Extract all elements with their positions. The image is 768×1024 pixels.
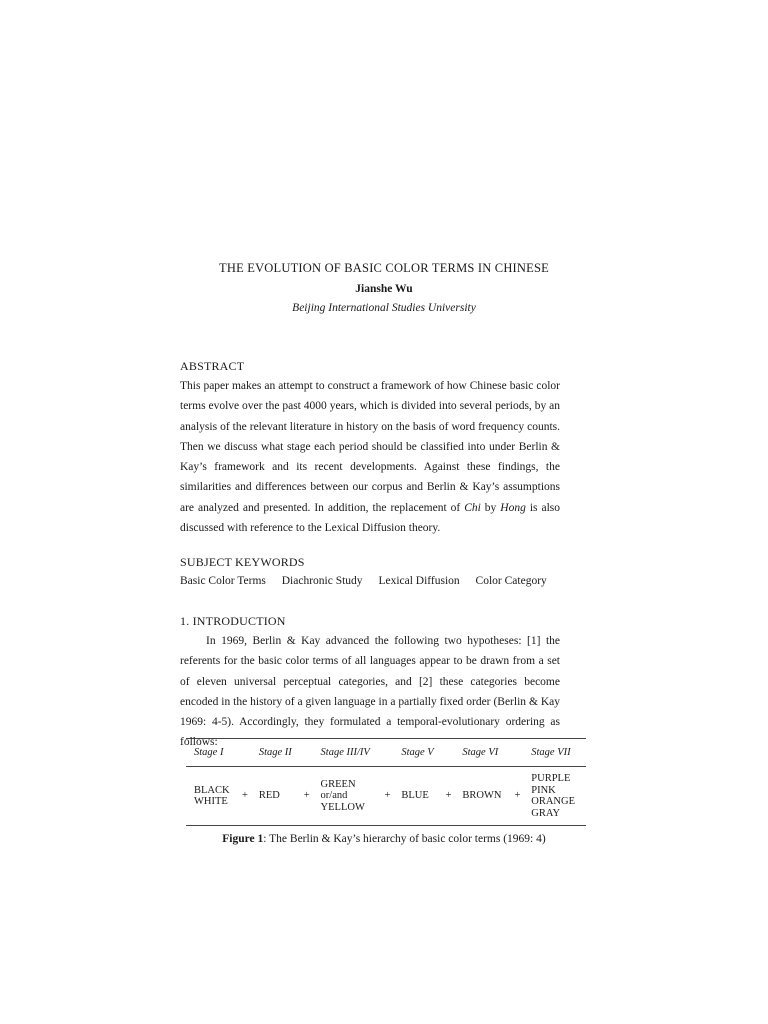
stage-header: Stage VII — [523, 739, 586, 767]
color-cell: BLACK WHITE — [194, 784, 230, 807]
arrow-cell: + — [303, 790, 310, 802]
color-terms-row — [186, 767, 586, 826]
stage-header-row — [186, 739, 586, 767]
keyword-item: Color Category — [475, 575, 547, 587]
paper-title: THE EVOLUTION OF BASIC COLOR TERMS IN CHINESE — [219, 261, 549, 275]
keywords-heading: SUBJECT KEYWORDS — [180, 555, 305, 569]
introduction-text: In 1969, Berlin & Kay advanced the following two hypotheses: [1] the referents for the basic color terms of all languages appear to be drawn from a set of eleven universal perceptual categories, and [2] these categories become encoded in the history of a given language in a partially fixed order (Berlin & Kay 1969: 4-5). Accordingly, they formulated a temporal-evolutionary ordering as follows: — [180, 635, 560, 749]
abstract-text-part-2: by — [480, 501, 501, 514]
figure-caption — [0, 833, 768, 845]
keyword-item: Lexical Diffusion — [378, 575, 460, 587]
color-cell: BROWN — [462, 790, 502, 802]
stage-header: Stage II — [251, 739, 301, 767]
abstract-text — [180, 376, 560, 538]
term-hong: Hong — [500, 501, 526, 514]
author-name: Jianshe Wu — [355, 283, 413, 295]
introduction-heading: 1. INTRODUCTION — [180, 614, 286, 628]
stage-header: Stage V — [393, 739, 442, 767]
abstract-text-part-1: This paper makes an attempt to construct a framework of how Chinese basic color terms evolve over the past 4000 years, which is divided into several periods, by an analysis of the relevant literature in history on the basis of word frequency counts. Then we discuss what stage each period should be classified into under Berlin & Kay’s framework and its recent developments. Against these findings, the similarities and differences between our corpus and Berlin & Kay’s assumptions are analyzed and presented. In addition, the replacement of — [180, 380, 560, 514]
stage-header: Stage III/IV — [313, 739, 382, 767]
arrow-cell: + — [384, 790, 391, 802]
figure-label: Figure 1 — [222, 833, 264, 845]
figure-caption-text: : The Berlin & Kay’s hierarchy of basic color terms (1969: 4) — [263, 833, 546, 845]
keyword-item: Basic Color Terms — [180, 575, 266, 587]
keyword-item: Diachronic Study — [281, 575, 363, 587]
keywords-list — [180, 575, 560, 587]
color-cell: BLUE — [401, 790, 429, 802]
stage-header: Stage I — [186, 739, 239, 767]
stage-header: Stage VI — [454, 739, 511, 767]
term-chi: Chi — [464, 501, 481, 514]
color-cell: PURPLE PINK ORANGE GRAY — [531, 773, 576, 819]
color-cell: GREEN or/and YELLOW — [320, 778, 365, 813]
color-hierarchy-table — [186, 738, 586, 826]
arrow-cell: + — [514, 790, 521, 802]
color-cell: RED — [258, 790, 280, 802]
affiliation: Beijing International Studies University — [292, 302, 476, 314]
abstract-text-part-3: is also discussed with reference to the Lexical Diffusion theory. — [180, 501, 561, 535]
arrow-cell: + — [242, 790, 248, 802]
arrow-cell: + — [445, 790, 452, 802]
abstract-heading: ABSTRACT — [180, 359, 245, 373]
